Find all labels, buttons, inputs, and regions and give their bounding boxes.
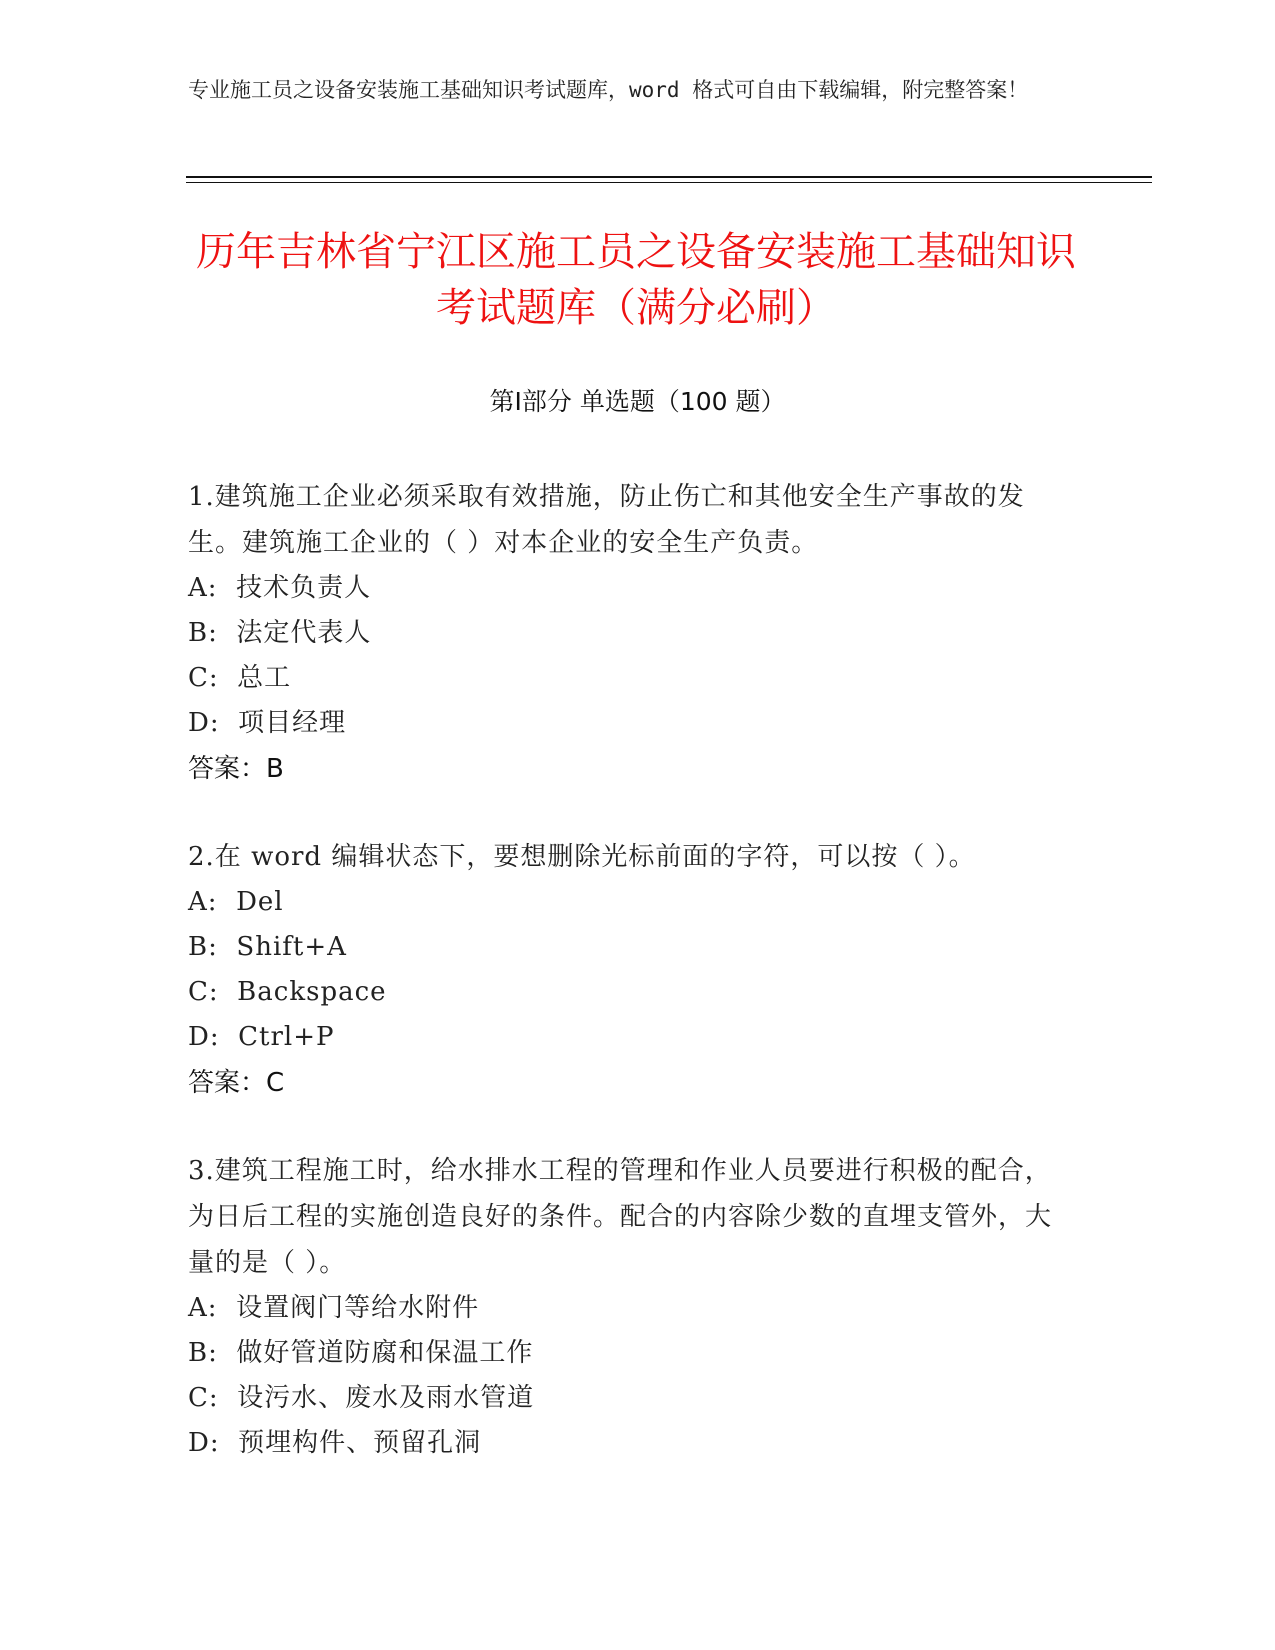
option-b: B: Shift+A xyxy=(188,932,347,962)
question-stem: 2.在 word 编辑状态下，要想删除光标前面的字符，可以按（ ）。 xyxy=(188,842,976,872)
option-c: C: 总工 xyxy=(188,663,292,693)
question-3 xyxy=(188,1148,1068,1466)
question-1 xyxy=(188,474,1068,792)
option-c: C: Backspace xyxy=(188,977,387,1007)
option-d: D: 预埋构件、预留孔洞 xyxy=(188,1428,482,1458)
header-divider-thin xyxy=(186,182,1152,183)
option-c: C: 设污水、废水及雨水管道 xyxy=(188,1383,535,1413)
question-answer: 答案：C xyxy=(188,1068,285,1098)
option-d: D: 项目经理 xyxy=(188,708,347,738)
option-b: B: 法定代表人 xyxy=(188,618,372,648)
option-b: B: 做好管道防腐和保温工作 xyxy=(188,1338,534,1368)
option-a: A: 设置阀门等给水附件 xyxy=(188,1293,480,1323)
section-title: 第Ⅰ部分 单选题（100 题） xyxy=(489,387,786,416)
question-list xyxy=(188,474,1068,1508)
option-a: A: Del xyxy=(188,887,284,917)
question-2 xyxy=(188,834,1068,1106)
header-note: 专业施工员之设备安装施工基础知识考试题库，word 格式可自由下载编辑，附完整答案！ xyxy=(188,78,1029,102)
header-divider xyxy=(186,176,1152,178)
question-stem: 1.建筑施工企业必须采取有效措施，防止伤亡和其他安全生产事故的发生。建筑施工企业的（ ）对本企业的安全生产负责。 xyxy=(188,482,1025,558)
option-a: A: 技术负责人 xyxy=(188,573,372,603)
option-d: D: Ctrl+P xyxy=(188,1022,335,1052)
question-stem: 3.建筑工程施工时，给水排水工程的管理和作业人员要进行积极的配合，为日后工程的实施创造良好的条件。配合的内容除少数的直埋支管外，大量的是（ ）。 xyxy=(188,1156,1053,1278)
document-title: 历年吉林省宁江区施工员之设备安装施工基础知识考试题库（满分必刷） xyxy=(196,229,1076,331)
question-answer: 答案：B xyxy=(188,754,284,784)
